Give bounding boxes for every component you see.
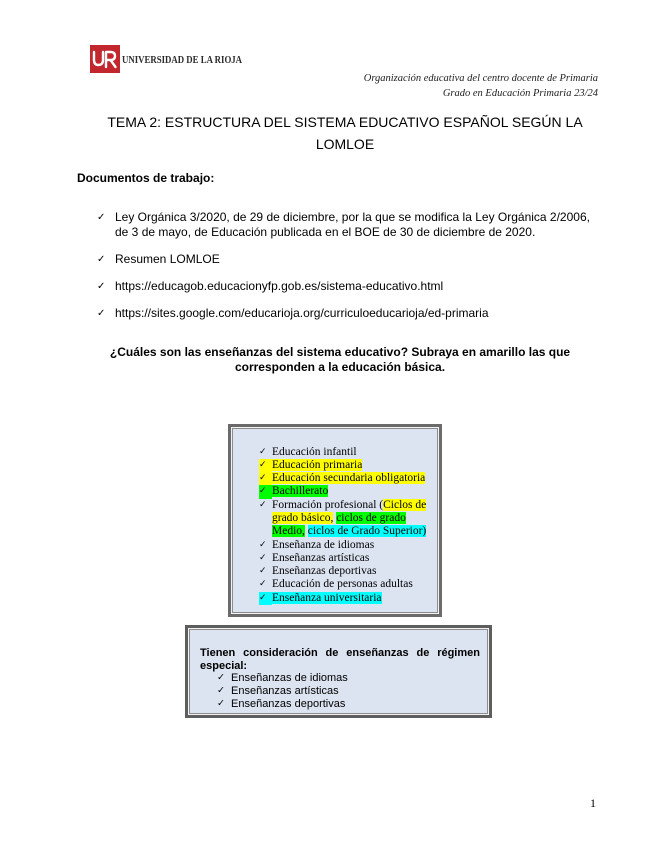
page-title (80, 111, 610, 155)
ensenanzas-box (228, 424, 442, 617)
exercise-question (77, 345, 603, 375)
text-segment: Enseñanza de idiomas (272, 538, 375, 551)
regimen-especial-box (185, 625, 492, 718)
ensenanza-text (272, 446, 357, 459)
title-line: LOMLOE (315, 136, 375, 152)
regimen-item-label: Enseñanzas artísticas (231, 684, 339, 697)
document-url[interactable]: https://sites.google.com/educarioja.org/curriculoeducarioja/ed-primaria (115, 306, 489, 320)
check-icon (97, 252, 115, 267)
ensenanza-line (272, 446, 357, 459)
ensenanza-text (272, 539, 374, 552)
university-logo (90, 45, 120, 73)
check-icon (217, 672, 231, 685)
check-icon (259, 552, 272, 565)
document-item (97, 279, 627, 294)
highlighted-text: Enseñanza universitaria (272, 591, 382, 604)
text-segment: Educación infantil (272, 445, 357, 458)
check-icon (259, 446, 272, 459)
document-item (97, 210, 627, 240)
highlighted-text: ciclos de grado (336, 511, 406, 524)
document-url[interactable]: https://educagob.educacionyfp.gob.es/sistema-educativo.html (115, 279, 444, 293)
page-number: 1 (590, 796, 596, 810)
ensenanza-line (272, 459, 362, 472)
course-subject: Organización educativa del centro docente de Primaria (363, 73, 598, 84)
highlighted-text: Medio, (272, 525, 305, 538)
ensenanza-item (259, 485, 426, 498)
regimen-list (217, 672, 348, 710)
ensenanza-line (272, 512, 426, 525)
regimen-heading (200, 647, 480, 672)
document-line: de 3 de mayo, de Educación publicada en el BOE de 30 de diciembre de 2020. (115, 225, 536, 239)
document-link[interactable] (115, 306, 489, 321)
documents-list (97, 210, 627, 333)
title-line: TEMA 2: ESTRUCTURA DEL SISTEMA EDUCATIVO ESPAÑOL SEGÚN LA (107, 114, 583, 130)
ensenanza-line (272, 578, 413, 591)
regimen-item (217, 672, 348, 685)
question-line: ¿Cuáles son las enseñanzas del sistema educativo? Subraya en amarillo las que (109, 345, 571, 359)
ensenanza-item (259, 459, 426, 472)
check-icon (217, 685, 231, 698)
ensenanza-item (259, 578, 426, 591)
regimen-item-label: Enseñanzas de idiomas (231, 672, 348, 684)
regimen-item (217, 685, 348, 698)
question-line: corresponden a la educación básica. (234, 360, 446, 374)
highlighted-text: Ciclos de (383, 498, 427, 511)
check-icon (259, 499, 272, 512)
highlighted-text: Educación primaria (272, 458, 363, 471)
text-segment: Educación de personas adultas (272, 578, 413, 591)
ensenanza-line (272, 552, 369, 565)
highlighted-text: Bachillerato (272, 485, 329, 498)
ensenanzas-list (259, 446, 426, 606)
ensenanza-item (259, 592, 426, 605)
check-icon (259, 592, 272, 605)
document-line: Ley Orgánica 3/2020, de 29 de diciembre, por la que se modifica la Ley Orgánica 2/2006, (115, 210, 590, 224)
check-icon (259, 472, 272, 485)
documents-heading: Documentos de trabajo: (77, 171, 215, 185)
ensenanza-item (259, 565, 426, 578)
regimen-item (217, 698, 348, 711)
university-name: UNIVERSIDAD DE LA RIOJA (122, 54, 243, 66)
highlighted-text: Educación secundaria obligatoria (272, 472, 426, 485)
ensenanza-text (272, 459, 362, 472)
document-item (97, 306, 627, 321)
highlighted-text: ciclos de Grado Superior) (307, 525, 427, 538)
ensenanza-item (259, 539, 426, 552)
ensenanza-item (259, 472, 426, 485)
ensenanza-text (272, 592, 382, 605)
course-header (364, 71, 598, 101)
text-segment: Formación profesional ( (272, 498, 384, 511)
ensenanza-line (272, 485, 328, 498)
ensenanza-text (272, 565, 376, 578)
ensenanza-line (272, 565, 376, 578)
document-text (115, 252, 220, 267)
check-icon (259, 539, 272, 552)
ensenanza-line (272, 472, 425, 485)
regimen-heading-line: Tienen consideración de enseñanzas de régimen (200, 647, 480, 659)
ensenanza-line (272, 592, 382, 605)
document-link[interactable] (115, 279, 443, 294)
document-text (115, 210, 590, 240)
ensenanza-text (272, 499, 426, 539)
ensenanza-text (272, 578, 413, 591)
ensenanza-text (272, 485, 328, 498)
text-segment: Enseñanzas deportivas (272, 565, 377, 578)
document-item (97, 252, 627, 267)
course-degree: Grado en Educación Primaria 23/24 (442, 88, 598, 99)
check-icon (259, 565, 272, 578)
ensenanza-line (272, 525, 426, 538)
check-icon (259, 459, 272, 472)
ensenanza-text (272, 552, 369, 565)
check-icon (217, 698, 231, 711)
text-segment: Enseñanzas artísticas (272, 551, 370, 564)
check-icon (97, 210, 115, 225)
ensenanza-item (259, 499, 426, 539)
check-icon (259, 578, 272, 591)
regimen-heading-line: especial: (200, 659, 248, 672)
check-icon (97, 306, 115, 321)
regimen-item-label: Enseñanzas deportivas (231, 697, 346, 710)
ensenanza-line (272, 539, 374, 552)
ensenanza-line (272, 499, 426, 512)
ensenanza-item (259, 446, 426, 459)
check-icon (97, 279, 115, 294)
document-line: Resumen LOMLOE (115, 252, 220, 266)
check-icon (259, 485, 272, 498)
ensenanza-text (272, 472, 425, 485)
highlighted-text: grado básico, (272, 511, 334, 524)
ensenanza-item (259, 552, 426, 565)
